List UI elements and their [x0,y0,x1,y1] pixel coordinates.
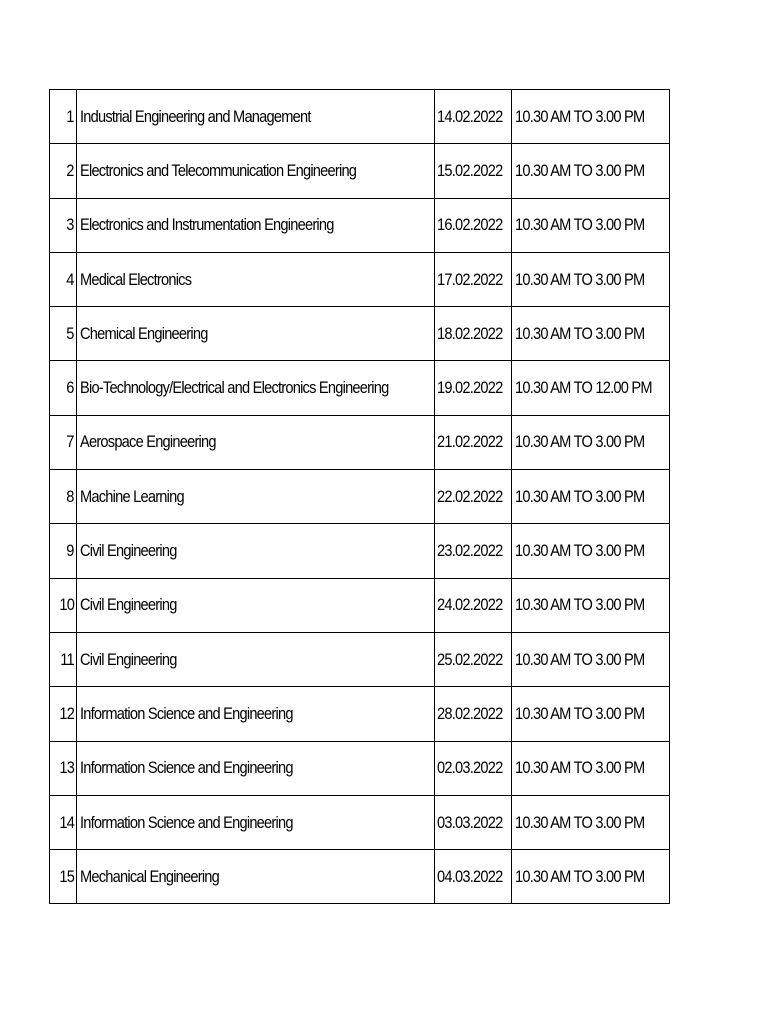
exam-date-cell [435,850,512,904]
subject-name: Medical Electronics [80,269,192,289]
exam-date-cell [435,632,512,686]
row-number-cell [50,741,77,795]
exam-date-cell [435,741,512,795]
exam-time: 10.30 AM TO 3.00 PM [515,269,645,289]
exam-date: 23.02.2022 [437,541,503,561]
exam-date: 02.03.2022 [437,758,503,778]
subject-name: Bio-Technology/Electrical and Electronics Engineering [80,378,389,398]
exam-time: 10.30 AM TO 3.00 PM [515,649,645,669]
row-number-cell [50,470,77,524]
row-number-cell [50,144,77,198]
table-row [50,687,670,741]
subject-name: Mechanical Engineering [80,866,220,886]
subject-name: Civil Engineering [80,541,177,561]
table-row [50,252,670,306]
exam-date-cell [435,252,512,306]
row-number: 1 [66,106,74,126]
row-number: 12 [59,703,74,723]
exam-time-cell [512,741,670,795]
exam-date-cell [435,307,512,361]
row-number: 2 [66,160,74,180]
schedule-table-body [50,90,670,904]
table-row [50,307,670,361]
exam-date: 21.02.2022 [437,432,503,452]
exam-time: 10.30 AM TO 3.00 PM [515,323,645,343]
exam-date-cell [435,415,512,469]
subject-name-cell [77,524,435,578]
row-number: 8 [66,486,74,506]
exam-date: 17.02.2022 [437,269,503,289]
exam-date: 03.03.2022 [437,812,503,832]
exam-time-cell [512,198,670,252]
subject-name: Aerospace Engineering [80,432,216,452]
subject-name-cell [77,252,435,306]
exam-date-cell [435,795,512,849]
subject-name-cell [77,687,435,741]
table-row [50,90,670,144]
exam-time-cell [512,850,670,904]
schedule-table [49,89,670,904]
exam-time: 10.30 AM TO 3.00 PM [515,758,645,778]
row-number: 7 [66,432,74,452]
row-number-cell [50,252,77,306]
exam-time: 10.30 AM TO 3.00 PM [515,541,645,561]
exam-date-cell [435,361,512,415]
subject-name: Civil Engineering [80,649,177,669]
row-number-cell [50,632,77,686]
row-number: 4 [66,269,74,289]
exam-time-cell [512,90,670,144]
exam-time-cell [512,470,670,524]
exam-date: 18.02.2022 [437,323,503,343]
subject-name-cell [77,415,435,469]
exam-date: 24.02.2022 [437,595,503,615]
exam-date-cell [435,687,512,741]
subject-name: Information Science and Engineering [80,703,293,723]
subject-name-cell [77,741,435,795]
row-number-cell [50,578,77,632]
row-number: 14 [59,812,74,832]
exam-time-cell [512,361,670,415]
row-number-cell [50,198,77,252]
exam-time-cell [512,687,670,741]
table-row [50,524,670,578]
row-number-cell [50,795,77,849]
table-row [50,198,670,252]
row-number: 15 [59,866,74,886]
exam-date-cell [435,578,512,632]
table-row [50,470,670,524]
exam-time: 10.30 AM TO 3.00 PM [515,215,645,235]
table-row [50,578,670,632]
table-row [50,632,670,686]
exam-time-cell [512,795,670,849]
table-row [50,741,670,795]
exam-date-cell [435,144,512,198]
exam-time-cell [512,307,670,361]
exam-time-cell [512,415,670,469]
subject-name: Industrial Engineering and Management [80,106,311,126]
subject-name: Information Science and Engineering [80,812,293,832]
subject-name-cell [77,850,435,904]
exam-date-cell [435,198,512,252]
row-number: 10 [59,595,74,615]
exam-date-cell [435,524,512,578]
table-row [50,361,670,415]
exam-date-cell [435,90,512,144]
exam-date: 16.02.2022 [437,215,503,235]
exam-date: 28.02.2022 [437,703,503,723]
row-number-cell [50,361,77,415]
exam-time: 10.30 AM TO 3.00 PM [515,595,645,615]
exam-time: 10.30 AM TO 3.00 PM [515,703,645,723]
exam-time: 10.30 AM TO 3.00 PM [515,486,645,506]
exam-time: 10.30 AM TO 3.00 PM [515,432,645,452]
row-number: 9 [66,541,74,561]
table-row [50,415,670,469]
subject-name-cell [77,578,435,632]
subject-name: Machine Learning [80,486,184,506]
row-number: 13 [59,758,74,778]
row-number: 5 [66,323,74,343]
table-row [50,144,670,198]
exam-date: 04.03.2022 [437,866,503,886]
row-number-cell [50,415,77,469]
subject-name: Electronics and Instrumentation Engineering [80,215,334,235]
row-number-cell [50,524,77,578]
exam-time-cell [512,632,670,686]
row-number: 11 [60,649,74,669]
subject-name-cell [77,90,435,144]
subject-name-cell [77,307,435,361]
exam-date: 22.02.2022 [437,486,503,506]
subject-name-cell [77,361,435,415]
exam-time: 10.30 AM TO 3.00 PM [515,106,645,126]
exam-time-cell [512,252,670,306]
exam-date: 15.02.2022 [437,160,503,180]
table-row [50,795,670,849]
exam-date: 19.02.2022 [437,378,503,398]
exam-time: 10.30 AM TO 12.00 PM [515,378,652,398]
subject-name: Civil Engineering [80,595,177,615]
exam-time: 10.30 AM TO 3.00 PM [515,160,645,180]
subject-name-cell [77,470,435,524]
row-number-cell [50,307,77,361]
row-number-cell [50,850,77,904]
subject-name-cell [77,144,435,198]
exam-time: 10.30 AM TO 3.00 PM [515,812,645,832]
exam-date: 14.02.2022 [437,106,503,126]
subject-name: Electronics and Telecommunication Engineering [80,160,357,180]
subject-name-cell [77,198,435,252]
subject-name-cell [77,795,435,849]
row-number: 6 [66,378,74,398]
exam-date-cell [435,470,512,524]
subject-name-cell [77,632,435,686]
exam-date: 25.02.2022 [437,649,503,669]
subject-name: Chemical Engineering [80,323,208,343]
table-row [50,850,670,904]
exam-time-cell [512,524,670,578]
subject-name: Information Science and Engineering [80,758,293,778]
row-number-cell [50,90,77,144]
exam-time: 10.30 AM TO 3.00 PM [515,866,645,886]
row-number: 3 [66,215,74,235]
exam-time-cell [512,144,670,198]
exam-time-cell [512,578,670,632]
row-number-cell [50,687,77,741]
